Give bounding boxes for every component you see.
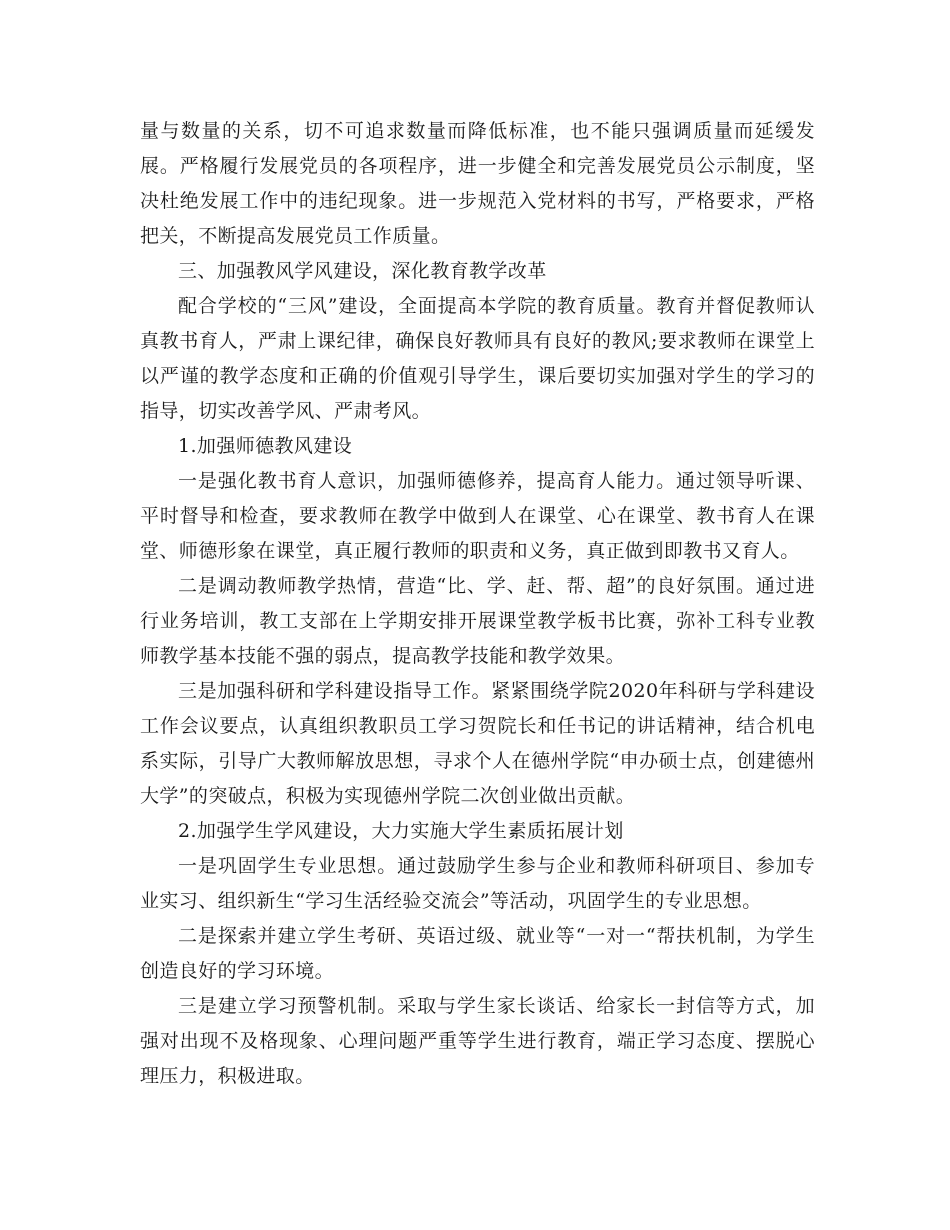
paragraph-10: 二是探索并建立学生考研、英语过级、就业等“一对一“帮扶机制，为学生创造良好的学习环境。 — [140, 925, 815, 982]
section-heading-3: 三、加强教风学风建设，深化教育教学改革 — [178, 260, 547, 282]
subheading-1: 1.加强师德教风建设 — [178, 435, 353, 457]
paragraph-3: 配合学校的“三风”建设，全面提高本学院的教育质量。教育并督促教师认真教书育人，严肃上课纪律，确保良好教师具有良好的教风;要求教师在课堂上以严谨的教学态度和正确的价值观引导学生，课后要切实加强对学生的学习的指导，切实改善学风、严肃考风。 — [140, 295, 815, 422]
paragraph-6: 二是调动教师教学热情，营造“比、学、赶、帮、超”的良好氛围。通过进行业务培训，教工支部在上学期安排开展课堂教学板书比赛，弥补工科专业教师教学基本技能不强的弱点，提高教学技能和教学效果。 — [140, 575, 815, 667]
paragraph-5: 一是强化教书育人意识，加强师德修养，提高育人能力。通过领导听课、平时督导和检查，要求教师在教学中做到人在课堂、心在课堂、教书育人在课堂、师德形象在课堂，真正履行教师的职责和义务，真正做到即教书又育人。 — [140, 470, 815, 562]
paragraph-11: 三是建立学习预警机制。采取与学生家长谈话、给家长一封信等方式，加强对出现不及格现象、心理问题严重等学生进行教育，端正学习态度、摆脱心理压力，积极进取。 — [140, 995, 815, 1087]
document-body — [140, 114, 815, 1094]
paragraph-1: 量与数量的关系，切不可追求数量而降低标准，也不能只强调质量而延缓发展。严格履行发展党员的各项程序，进一步健全和完善发展党员公示制度，坚决杜绝发展工作中的违纪现象。进一步规范入党材料的书写，严格要求，严格把关，不断提高发展党员工作质量。 — [140, 120, 815, 247]
subheading-2: 2.加强学生学风建设，大力实施大学生素质拓展计划 — [178, 820, 624, 842]
paragraph-9: 一是巩固学生专业思想。通过鼓励学生参与企业和教师科研项目、参加专业实习、组织新生“学习生活经验交流会”等活动，巩固学生的专业思想。 — [140, 855, 815, 912]
paragraph-7: 三是加强科研和学科建设指导工作。紧紧围绕学院2020年科研与学科建设工作会议要点，认真组织教职员工学习贺院长和任书记的讲话精神，结合机电系实际，引导广大教师解放思想，寻求个人在德州学院“申办硕士点，创建德州大学”的突破点，积极为实现德州学院二次创业做出贡献。 — [140, 680, 815, 807]
